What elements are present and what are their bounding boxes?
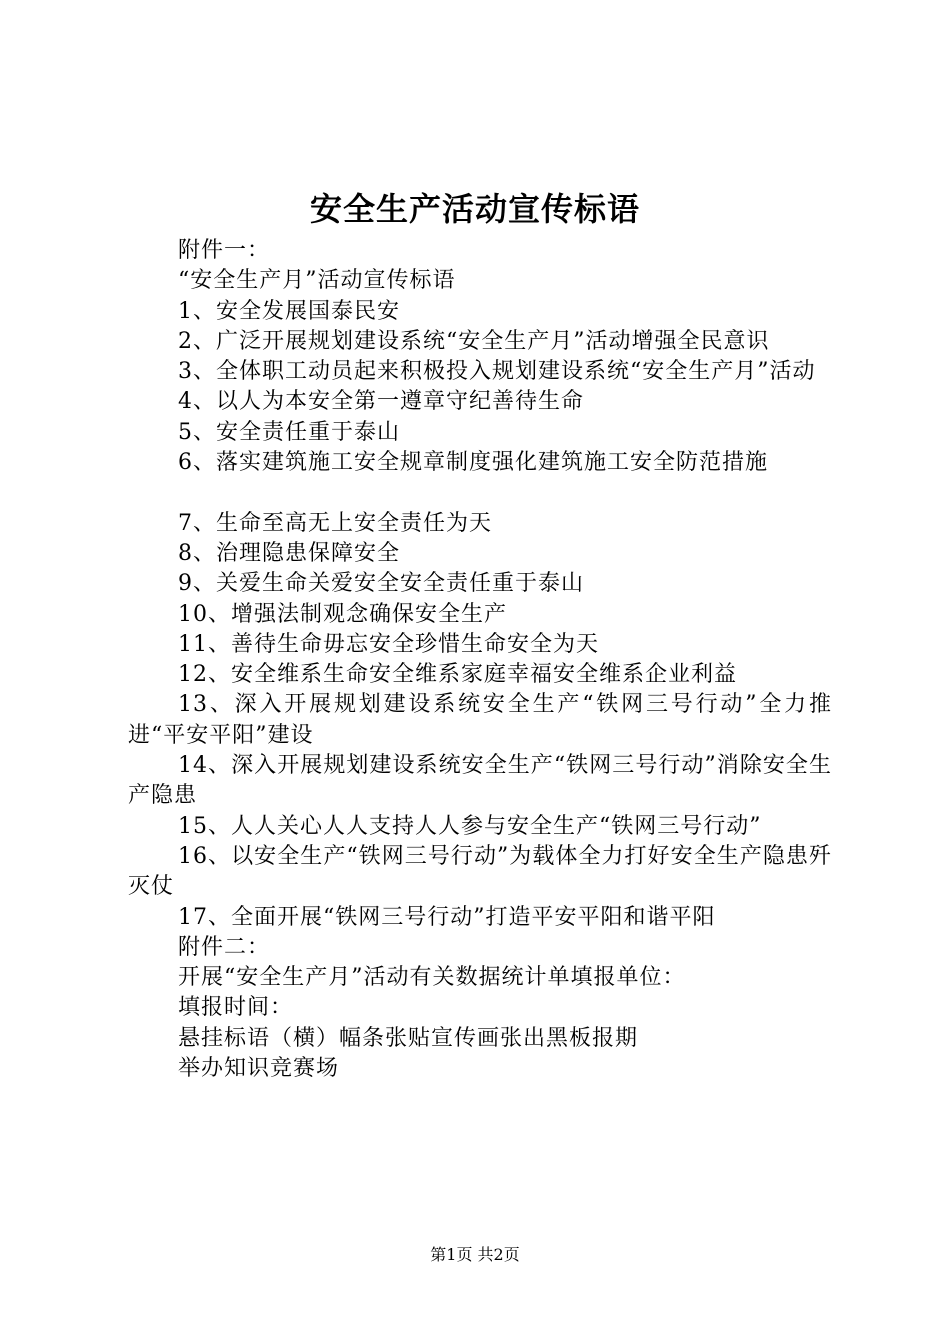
slogan-item-13: 13、深入开展规划建设系统安全生产“铁网三号行动”全力推进“平安平阳”建设 <box>128 692 832 748</box>
slogan-item-2: 2、广泛开展规划建设系统“安全生产月”活动增强全民意识 <box>178 328 770 354</box>
paragraph-banner-stats: 悬挂标语（横）幅条张贴宣传画张出黑板报期 <box>178 1025 639 1051</box>
document-body <box>128 236 832 1084</box>
slogan-item-5: 5、安全责任重于泰山 <box>178 419 400 445</box>
slogan-item-12: 12、安全维系生命安全维系家庭幸福安全维系企业利益 <box>178 662 737 688</box>
slogan-item-17: 17、全面开展“铁网三号行动”打造平安平阳和谐平阳 <box>178 904 716 930</box>
document-title: 安全生产活动宣传标语 <box>309 190 640 228</box>
slogan-item-14: 14、深入开展规划建设系统安全生产“铁网三号行动”消除安全生产隐患 <box>128 753 832 809</box>
slogan-item-16: 16、以安全生产“铁网三号行动”为载体全力打好安全生产隐患歼灭仗 <box>128 843 832 900</box>
slogan-item-8: 8、治理隐患保障安全 <box>178 540 400 566</box>
slogan-item-7: 7、生命至高无上安全责任为天 <box>178 510 492 536</box>
slogan-item-1: 1、安全发展国泰民安 <box>178 298 400 324</box>
slogan-item-4: 4、以人为本安全第一遵章守纪善待生命 <box>178 389 584 415</box>
paragraph-report-unit: 开展“安全生产月”活动有关数据统计单填报单位： <box>178 965 686 991</box>
slogan-item-11: 11、善待生命毋忘安全珍惜生命安全为天 <box>178 631 599 657</box>
slogan-item-6: 6、落实建筑施工安全规章制度强化建筑施工安全防范措施 <box>178 450 768 476</box>
slogan-item-9: 9、关爱生命关爱安全安全责任重于泰山 <box>178 571 584 597</box>
blank-line <box>128 478 832 508</box>
paragraph-contest-stats: 举办知识竞赛场 <box>178 1056 340 1082</box>
page-number-footer: 第1页 共2页 <box>430 1245 520 1264</box>
paragraph-slogan-list-heading: “安全生产月”活动宣传标语 <box>178 268 456 294</box>
paragraph-report-time: 填报时间： <box>178 995 294 1021</box>
paragraph-annex-2-heading: 附件二： <box>178 934 271 960</box>
slogan-item-10: 10、增强法制观念确保安全生产 <box>178 601 507 627</box>
slogan-item-3: 3、全体职工动员起来积极投入规划建设系统“安全生产月”活动 <box>178 359 816 385</box>
paragraph-annex-1-heading: 附件一： <box>178 238 271 263</box>
slogan-item-15: 15、人人关心人人支持人人参与安全生产“铁网三号行动” <box>178 813 762 839</box>
